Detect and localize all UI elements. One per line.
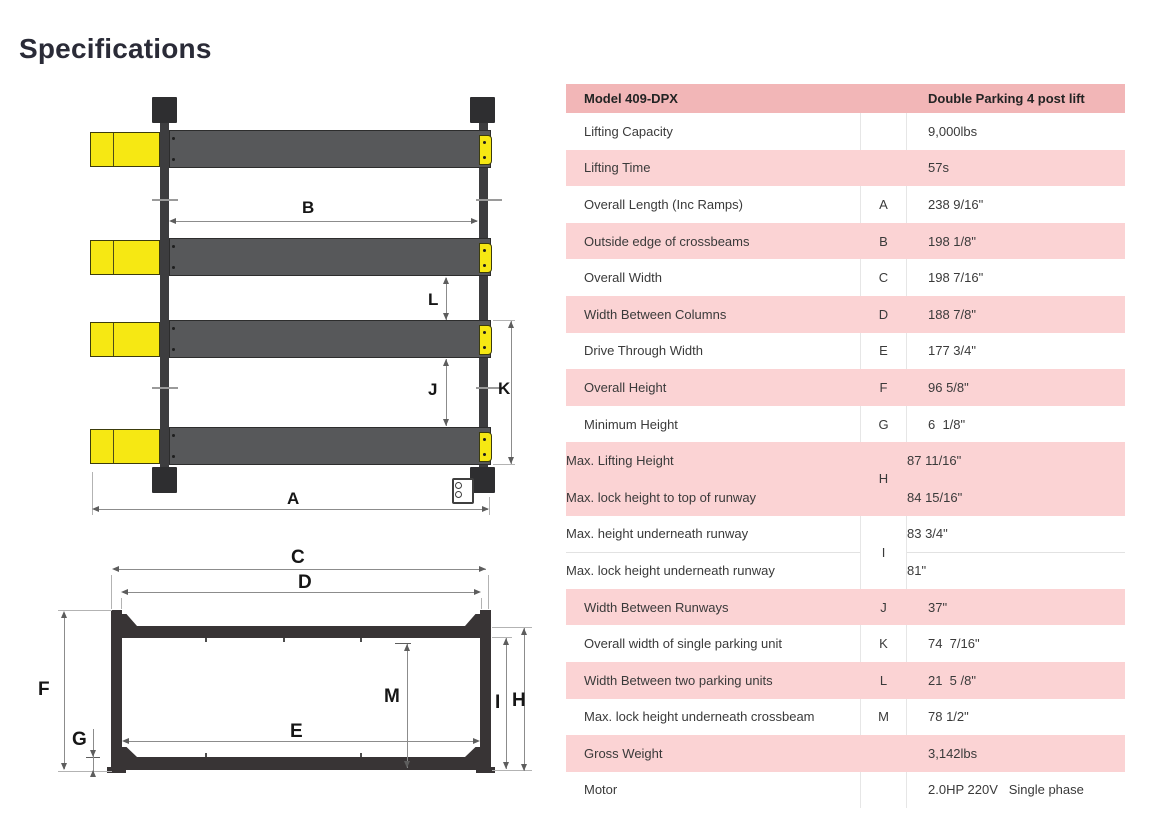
table-row: [566, 223, 1125, 260]
spec-table-body: [566, 113, 1125, 808]
spec-label: Outside edge of crossbeams: [584, 233, 750, 249]
spec-label-stack: [566, 442, 860, 515]
dim-b-line: [171, 221, 477, 222]
table-row: [566, 186, 1125, 223]
dim-i-line: [506, 638, 507, 769]
arrow: [121, 589, 128, 595]
spec-label: Max. lock height underneath crossbeam: [584, 709, 815, 725]
arrow: [90, 750, 96, 757]
bolt: [172, 434, 175, 437]
spec-value-stack: [907, 516, 1125, 589]
wheel-stop-1: [479, 135, 492, 165]
spec-value: 74 7/16": [928, 636, 980, 652]
beam-mark: [283, 638, 285, 642]
crossbeam-mark: [152, 199, 178, 201]
spec-letter: B: [879, 233, 888, 249]
beam-mark: [205, 753, 207, 757]
ramp-hinge: [113, 133, 114, 166]
dim-label-e: E: [290, 721, 303, 742]
crossbeam-mark: [476, 199, 502, 201]
spec-letter: D: [878, 306, 889, 322]
arrow: [471, 218, 478, 224]
spec-value-stack: [907, 442, 1125, 515]
wheel-stop-2: [479, 243, 492, 273]
dim-label-m: M: [384, 686, 400, 707]
arrow: [521, 628, 527, 635]
ramp-hinge: [113, 241, 114, 274]
spec-letter: E: [860, 333, 907, 370]
table-row: [566, 333, 1125, 370]
spec-letter: C: [860, 259, 907, 296]
spec-label: Max. height underneath runway: [566, 516, 860, 553]
arrow: [112, 566, 119, 572]
dim-label-i: I: [495, 692, 501, 713]
gusset: [122, 747, 137, 757]
left-column: [160, 110, 169, 482]
arrow: [169, 218, 176, 224]
spec-table: [566, 84, 1125, 808]
arrow: [90, 770, 96, 777]
dim-k-line: [511, 321, 512, 464]
dim-a-line: [94, 509, 488, 510]
table-row: [566, 296, 1125, 333]
dim-label-b: B: [302, 198, 315, 217]
power-unit: [452, 478, 474, 504]
spec-label: Overall Length (Inc Ramps): [584, 196, 743, 212]
spec-value: 96 5/8": [928, 379, 969, 395]
crossbeam-mark: [152, 387, 178, 389]
spec-value: 81": [907, 563, 927, 579]
arrow: [443, 419, 449, 426]
arrow: [122, 738, 129, 744]
bolt: [172, 158, 175, 161]
bolt: [483, 249, 486, 252]
bolt: [172, 327, 175, 330]
spec-table-header: [566, 84, 1125, 113]
dim-j-line: [446, 359, 447, 426]
spec-label: Width Between two parking units: [584, 672, 773, 688]
arrow: [443, 313, 449, 320]
spec-label: Max. Lifting Height: [566, 453, 674, 469]
bolt: [172, 137, 175, 140]
arrow: [473, 738, 480, 744]
spec-label: Overall Width: [584, 270, 663, 286]
arrow: [508, 321, 514, 328]
dim-label-g: G: [72, 729, 87, 750]
table-row: [566, 259, 1125, 296]
dim-c-line: [114, 569, 486, 570]
beam-mark: [205, 638, 207, 642]
spec-letter: J: [880, 599, 887, 615]
post-plate: [470, 97, 495, 123]
spec-value: 87 11/16": [907, 453, 962, 469]
lift-type: Double Parking 4 post lift: [928, 91, 1085, 106]
arrow: [508, 457, 514, 464]
table-row: [566, 662, 1125, 699]
dim-label-f: F: [38, 679, 50, 700]
arrow: [404, 644, 410, 651]
front-view-diagram: [0, 540, 566, 818]
dim-label-h: H: [512, 690, 526, 711]
table-row: [566, 113, 1125, 150]
dim-label-a: A: [287, 489, 300, 508]
spec-letter: A: [860, 186, 907, 223]
table-row: [566, 589, 1125, 626]
arrow: [92, 506, 99, 512]
table-row: [566, 406, 1125, 443]
spec-label: Minimum Height: [584, 416, 678, 432]
spec-letter: F: [879, 379, 888, 395]
table-row-double: [566, 442, 1125, 515]
spec-value: 177 3/4": [928, 343, 976, 359]
ramp-hinge: [113, 430, 114, 463]
approach-ramp-2: [90, 240, 160, 275]
post-plate: [152, 467, 177, 493]
extension-line: [488, 575, 489, 609]
ramp-hinge: [113, 323, 114, 356]
spec-label: Max. lock height to top of runway: [566, 489, 757, 505]
spec-value: 238 9/16": [928, 196, 984, 212]
table-row: [566, 699, 1125, 736]
bolt: [483, 156, 486, 159]
dim-f-line: [64, 613, 65, 769]
arrow: [503, 638, 509, 645]
spec-value: 84 15/16": [907, 489, 963, 505]
extension-line: [58, 771, 112, 772]
extension-line: [111, 575, 112, 609]
arrow: [61, 611, 67, 618]
spec-letter: [860, 150, 907, 187]
spec-letter: M: [860, 699, 907, 736]
spec-value: 57s: [928, 160, 949, 176]
table-row: [566, 150, 1125, 187]
bolt: [483, 346, 486, 349]
runway-4: [169, 427, 491, 465]
table-row: [566, 369, 1125, 406]
bolt: [483, 264, 486, 267]
dim-label-c: C: [291, 547, 305, 568]
spec-letter: K: [860, 625, 907, 662]
extension-line: [493, 464, 515, 465]
model-name: Model 409-DPX: [584, 91, 678, 106]
approach-ramp-4: [90, 429, 160, 464]
spec-value: 78 1/2": [928, 709, 969, 725]
spec-letter: [860, 113, 907, 150]
spec-value: 188 7/8": [928, 306, 976, 322]
spec-label: Drive Through Width: [584, 343, 703, 359]
spec-value: 198 1/8": [928, 233, 976, 249]
spec-letter: [860, 772, 907, 809]
extension-line: [481, 598, 482, 609]
left-column-front: [111, 610, 122, 772]
arrow: [521, 764, 527, 771]
arrow: [443, 359, 449, 366]
spec-value: 83 3/4": [907, 516, 1125, 553]
wheel-stop-3: [479, 325, 492, 355]
extension-line: [492, 637, 512, 638]
table-row: [566, 772, 1125, 809]
spec-label: Max. lock height underneath runway: [566, 563, 775, 579]
bolt: [172, 245, 175, 248]
spec-value: 3,142lbs: [928, 745, 978, 761]
bolt: [483, 141, 486, 144]
spec-label: Width Between Columns: [584, 306, 727, 322]
spec-label: Width Between Runways: [584, 599, 729, 615]
spec-label: Gross Weight: [584, 745, 663, 761]
plan-view-diagram: [0, 0, 566, 560]
spec-letter: L: [879, 672, 888, 688]
post-plate: [152, 97, 177, 123]
beam-mark: [360, 753, 362, 757]
arrow: [61, 763, 67, 770]
top-runway: [122, 626, 480, 638]
spec-letter: H: [878, 471, 889, 487]
table-row: [566, 735, 1125, 772]
spec-label: Motor: [584, 782, 618, 798]
arrow: [503, 762, 509, 769]
bolt: [172, 348, 175, 351]
bottom-runway: [122, 757, 480, 770]
wheel-stop-4: [479, 432, 492, 462]
arrow: [479, 566, 486, 572]
dim-label-k: K: [498, 379, 511, 398]
spec-value: 9,000lbs: [928, 123, 978, 139]
spec-letter: [860, 735, 907, 772]
power-unit-knob: [455, 482, 462, 489]
runway-2: [169, 238, 491, 276]
arrow: [404, 761, 410, 768]
extension-line: [121, 598, 122, 609]
bolt: [172, 455, 175, 458]
spec-label-stack: [566, 516, 860, 589]
spec-value: 21 5 /8": [928, 672, 976, 688]
power-unit-knob: [455, 491, 462, 498]
table-row: [566, 625, 1125, 662]
spec-label: Overall Height: [584, 379, 667, 395]
spec-value: 6 1/8": [928, 416, 966, 432]
spec-value: 2.0HP 220V Single phase: [928, 782, 1084, 798]
bolt: [483, 453, 486, 456]
extension-line: [489, 497, 490, 515]
arrow: [482, 506, 489, 512]
bolt: [483, 438, 486, 441]
runway-3: [169, 320, 491, 358]
spec-value: 198 7/16": [928, 270, 984, 286]
bolt: [172, 266, 175, 269]
runway-1: [169, 130, 491, 168]
gusset: [465, 614, 480, 626]
approach-ramp-3: [90, 322, 160, 357]
dim-label-j: J: [428, 380, 438, 399]
approach-ramp-1: [90, 132, 160, 167]
dim-label-d: D: [298, 572, 312, 593]
arrow: [443, 277, 449, 284]
spec-value: 37": [928, 599, 948, 615]
spec-label: Lifting Time: [584, 160, 651, 176]
spec-letter: I: [860, 516, 907, 589]
spec-label: Overall width of single parking unit: [584, 636, 782, 652]
right-column-front: [480, 610, 491, 772]
dim-m-line: [407, 644, 408, 768]
gusset: [122, 614, 137, 626]
spec-label: Lifting Capacity: [584, 123, 673, 139]
arrow: [474, 589, 481, 595]
spec-letter: G: [860, 406, 907, 443]
table-row-double: [566, 516, 1125, 589]
beam-mark: [360, 638, 362, 642]
dim-label-l: L: [428, 290, 439, 309]
gusset: [465, 747, 480, 757]
bolt: [483, 331, 486, 334]
page-title: Specifications: [19, 33, 212, 64]
